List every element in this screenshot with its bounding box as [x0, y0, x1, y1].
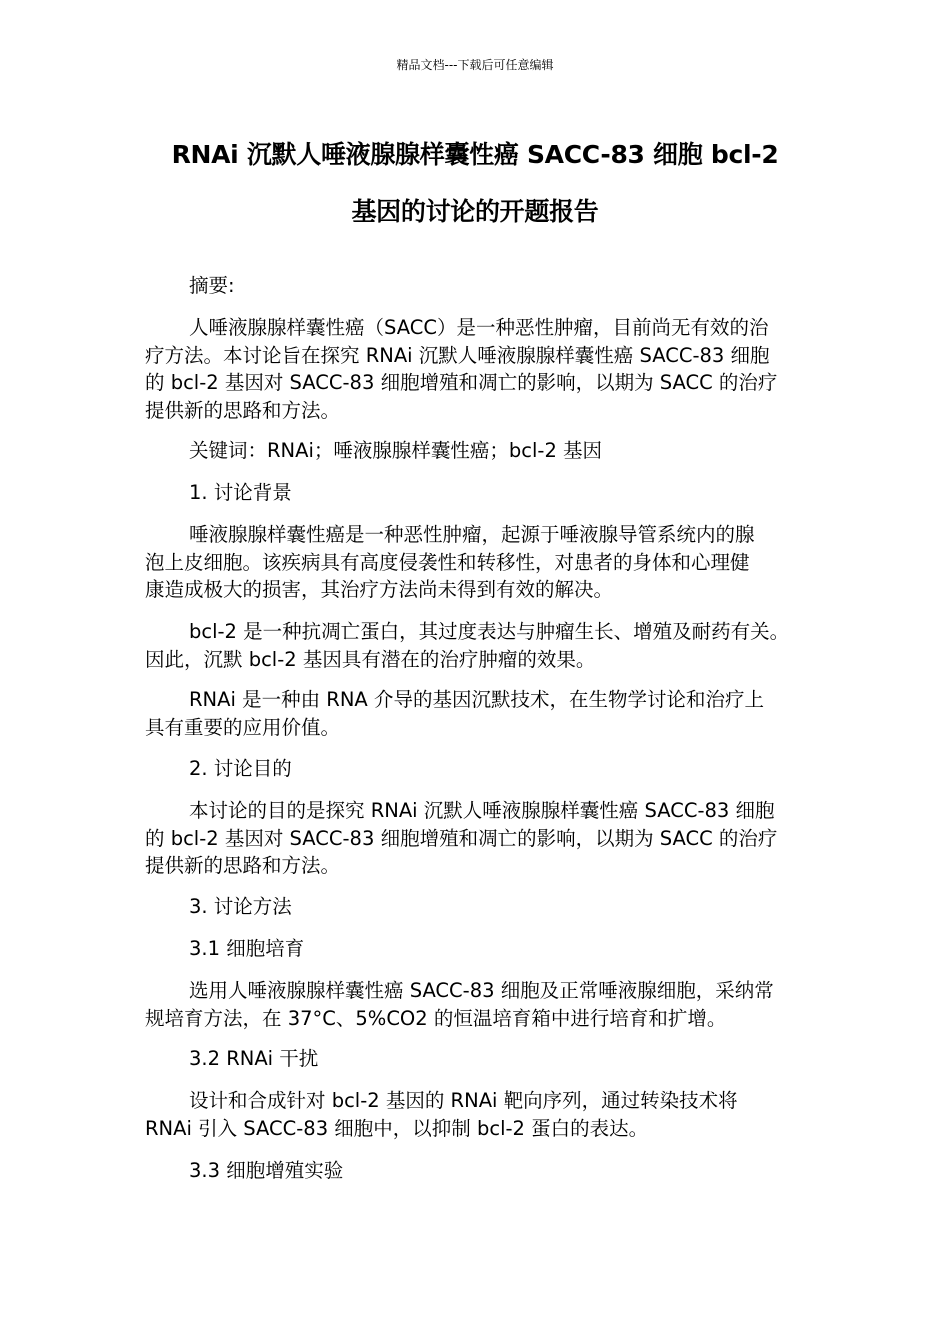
section-3-3-heading-block [145, 1157, 815, 1185]
abstract-label-block [145, 272, 815, 300]
keywords-line: 关键词：RNAi；唾液腺腺样囊性癌；bcl-2 基因 [189, 439, 603, 462]
abstract-paragraph: 人唾液腺腺样囊性癌（SACC）是一种恶性肿瘤，目前尚无有效的治 疗方法。本讨论旨在探究 RNAi 沉默人唾液腺腺样囊性癌 SACC-83 细胞 的 bcl-2 基因对 SACC-83 细胞增殖和凋亡的影响，以期为 SACC 的治疗 提供新的思路和方法。 [145, 316, 778, 422]
section-2-paragraph-1-block [145, 797, 815, 880]
section-1-paragraph-3-block [145, 686, 815, 741]
section-3-heading-block [145, 893, 815, 921]
section-2-heading-block [145, 755, 815, 783]
section-1-paragraph-2: bcl-2 是一种抗凋亡蛋白，其过度表达与肿瘤生长、增殖及耐药有关。 因此，沉默 bcl-2 基因具有潜在的治疗肿瘤的效果。 [145, 620, 790, 671]
section-2-heading: 2. 讨论目的 [189, 757, 292, 780]
section-1-paragraph-3: RNAi 是一种由 RNA 介导的基因沉默技术，在生物学讨论和治疗上 具有重要的应用价值。 [145, 688, 764, 739]
section-1-paragraph-2-block [145, 618, 815, 673]
document-title-line-1: RNAi 沉默人唾液腺腺样囊性癌 SACC-83 细胞 bcl-2 [171, 140, 779, 169]
abstract-label: 摘要: [189, 274, 235, 297]
section-3-1-paragraph-1-block [145, 977, 815, 1032]
section-3-2-heading-block [145, 1045, 815, 1073]
section-3-1-heading-block [145, 935, 815, 963]
section-3-3-heading: 3.3 细胞增殖实验 [189, 1159, 344, 1182]
section-1-heading: 1. 讨论背景 [189, 481, 292, 504]
keywords-block [145, 437, 815, 465]
section-3-2-heading: 3.2 RNAi 干扰 [189, 1047, 319, 1070]
section-3-2-paragraph-1-block [145, 1087, 815, 1142]
page-header: 精品文档---下载后可任意编辑 [396, 58, 554, 72]
section-3-1-heading: 3.1 细胞培育 [189, 937, 305, 960]
section-1-heading-block [145, 479, 815, 507]
section-3-heading: 3. 讨论方法 [189, 895, 292, 918]
section-3-2-paragraph-1: 设计和合成针对 bcl-2 基因的 RNAi 靶向序列，通过转染技术将 RNAi 引入 SACC-83 细胞中，以抑制 bcl-2 蛋白的表达。 [145, 1089, 738, 1140]
section-1-paragraph-1: 唾液腺腺样囊性癌是一种恶性肿瘤，起源于唾液腺导管系统内的腺 泡上皮细胞。该疾病具有高度侵袭性和转移性，对患者的身体和心理健 康造成极大的损害，其治疗方法尚未得到有效的解决。 [145, 523, 755, 601]
document-title-line-2: 基因的讨论的开题报告 [351, 197, 599, 226]
abstract-block [145, 314, 815, 424]
section-2-paragraph-1: 本讨论的目的是探究 RNAi 沉默人唾液腺腺样囊性癌 SACC-83 细胞 的 bcl-2 基因对 SACC-83 细胞增殖和凋亡的影响，以期为 SACC 的治疗 提供新的思路和方法。 [145, 799, 778, 877]
section-3-1-paragraph-1: 选用人唾液腺腺样囊性癌 SACC-83 细胞及正常唾液腺细胞，采纳常 规培育方法，在 37°C、5%CO2 的恒温培育箱中进行培育和扩增。 [145, 979, 774, 1030]
section-1-paragraph-1-block [145, 521, 815, 604]
